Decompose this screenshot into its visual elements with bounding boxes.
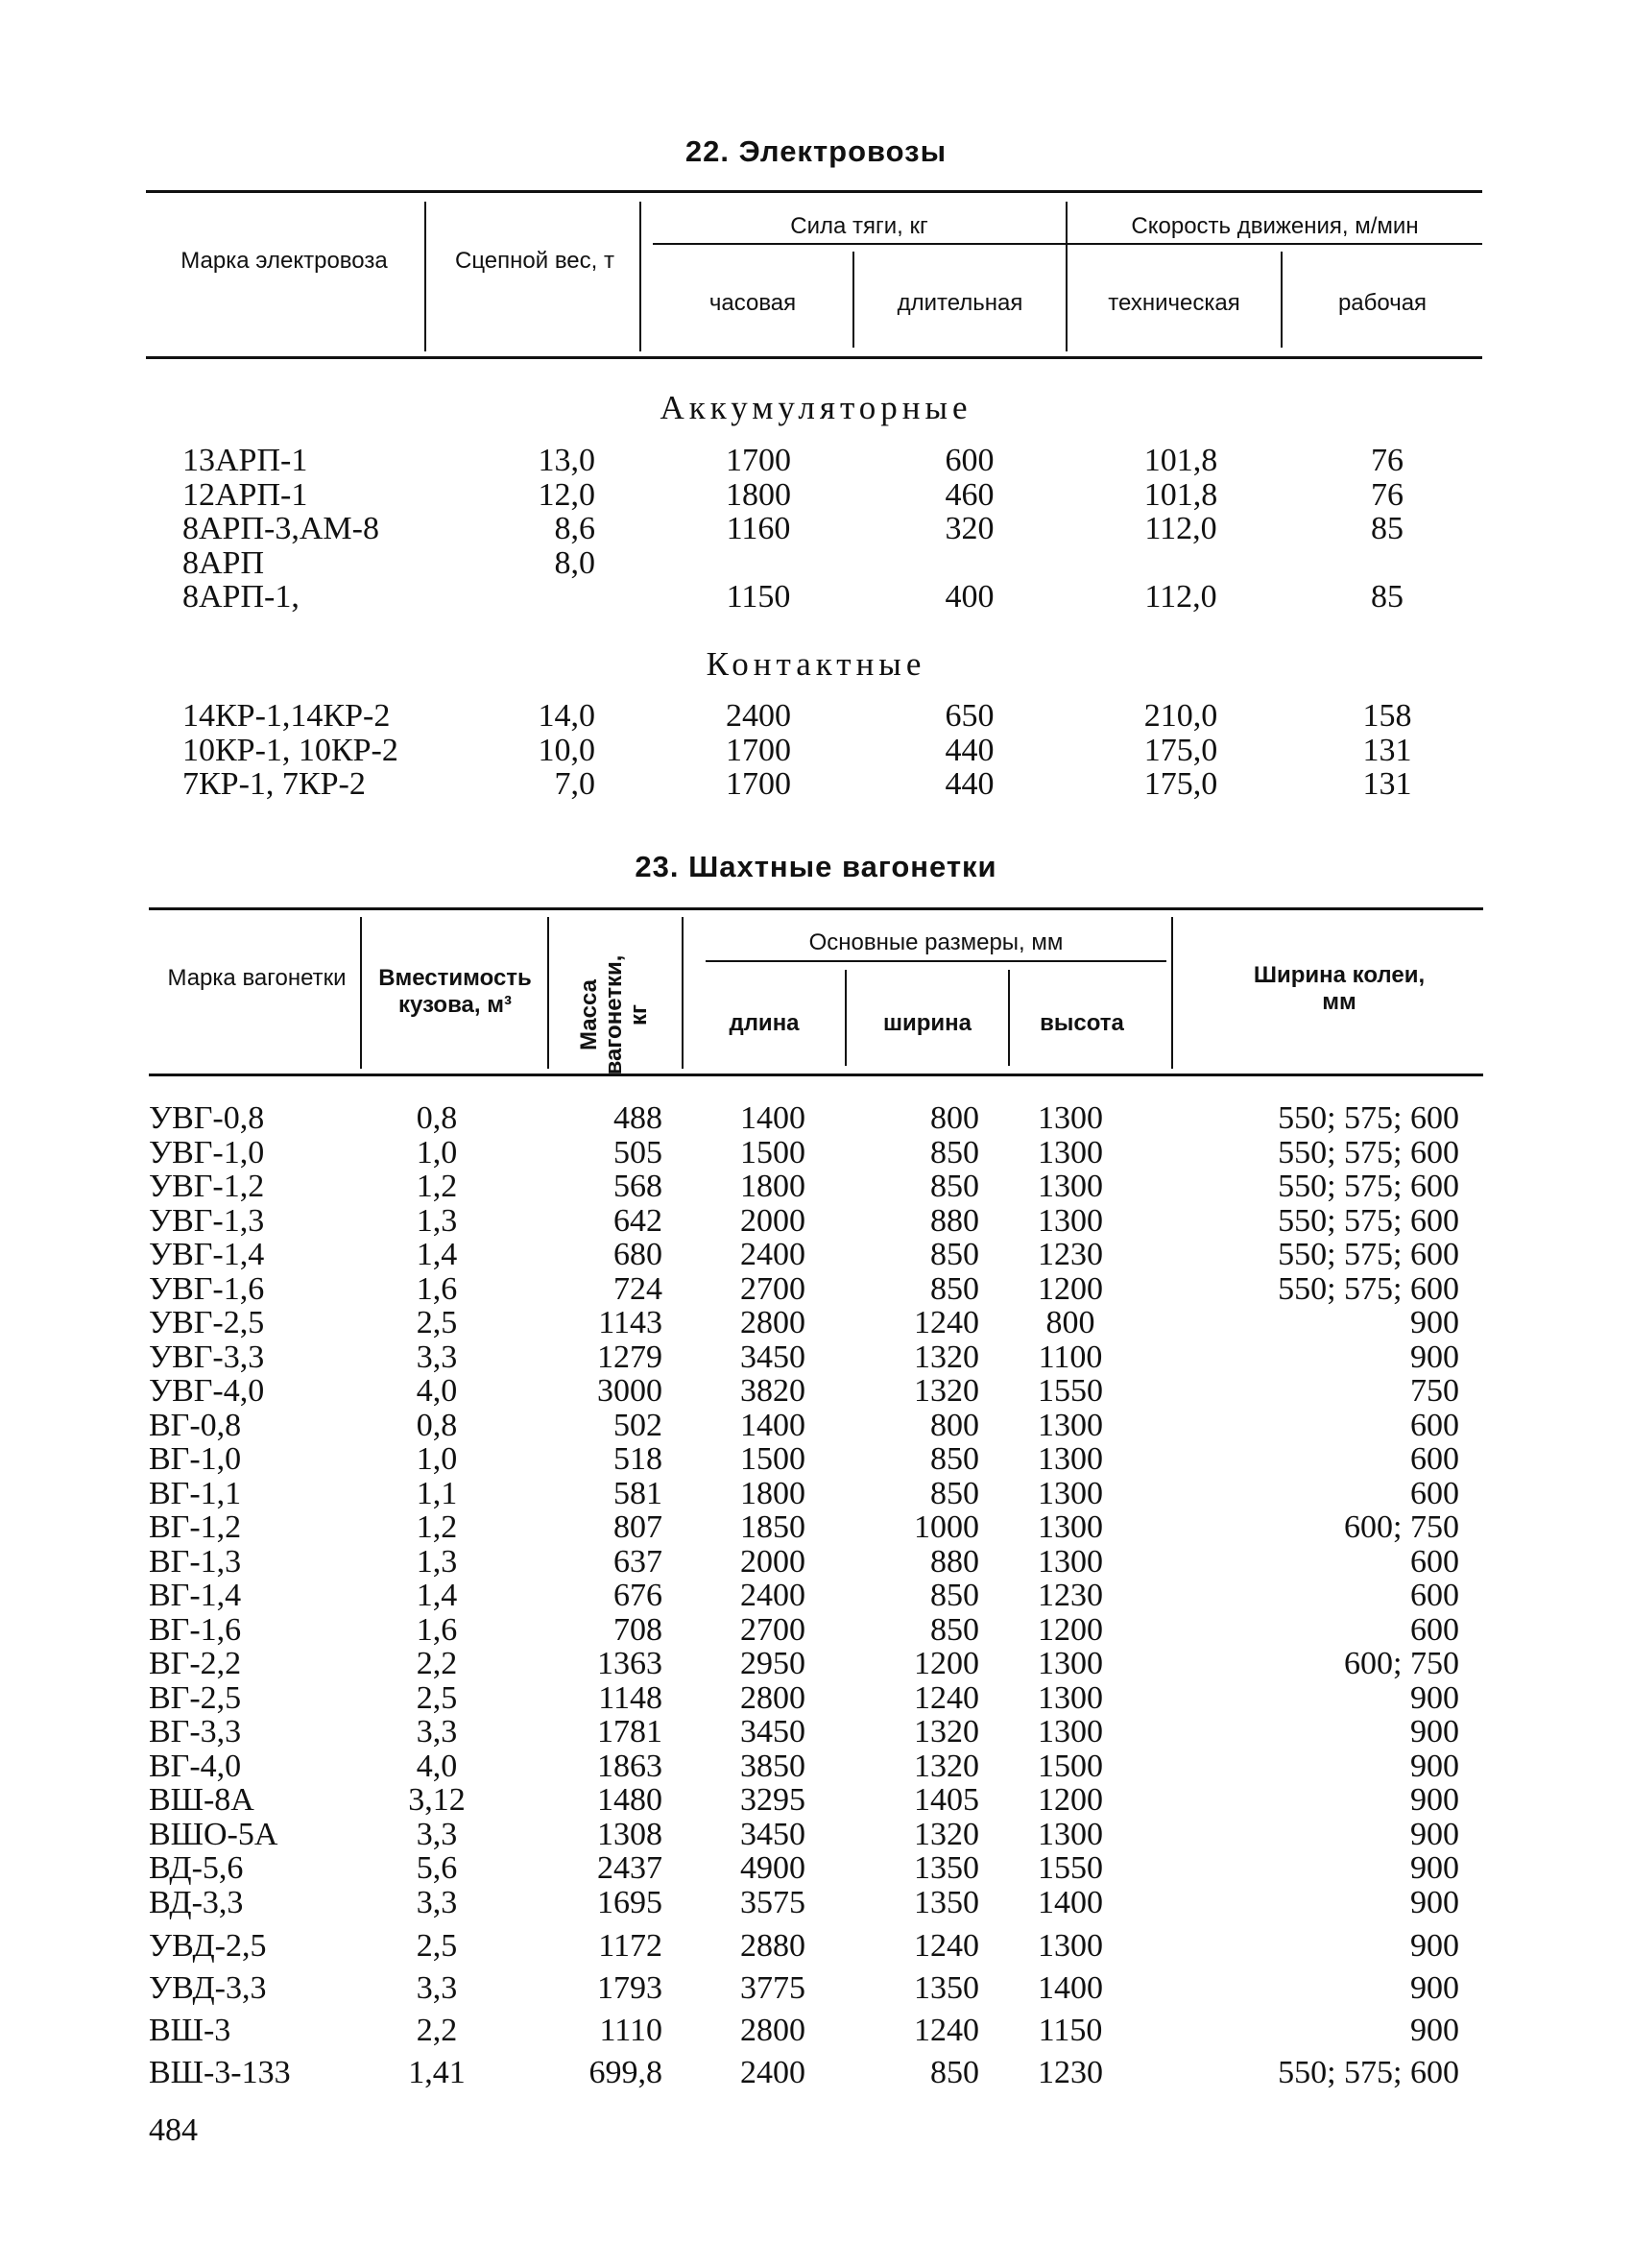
table22-battery-weight bbox=[451, 580, 595, 615]
table23-cell-length: 1800 bbox=[740, 1169, 805, 1204]
table23-cell-gauge: 900 bbox=[1410, 1928, 1459, 1964]
table23-cell-mass: 699,8 bbox=[588, 2055, 662, 2090]
table22-header-speed: Скорость движения, м/мин bbox=[1131, 213, 1419, 239]
table22-header-force-hourly: часовая bbox=[708, 290, 797, 316]
table22-contact-work: 131 bbox=[1362, 766, 1412, 802]
table22-battery-col-long bbox=[874, 444, 1066, 615]
table22-battery-tech: 112,0 bbox=[1144, 579, 1217, 615]
table22-battery-model: 8АРП-1, bbox=[182, 579, 300, 615]
table23-cell-capacity: 2,2 bbox=[416, 1646, 458, 1681]
table23-cell-capacity: 1,0 bbox=[416, 1441, 458, 1477]
table22-battery-hourly: 1800 bbox=[726, 476, 791, 513]
table23-cell-model: ВГ-1,1 bbox=[149, 1475, 242, 1511]
table23-cell-gauge: 900 bbox=[1410, 1782, 1459, 1818]
table23-cell-mass: 581 bbox=[613, 1475, 662, 1511]
table23-cell-mass: 505 bbox=[613, 1134, 662, 1170]
table23-cell-capacity: 3,3 bbox=[416, 1339, 458, 1375]
table23-cell-length: 2400 bbox=[740, 1578, 805, 1613]
table23-cell-mass: 1781 bbox=[597, 1714, 662, 1749]
table23-cell-model: УВГ-0,8 bbox=[149, 1100, 265, 1136]
table23-cell-model: ВГ-4,0 bbox=[149, 1748, 242, 1784]
table23-vline-4 bbox=[1171, 917, 1173, 1069]
table22-battery-tech bbox=[1085, 546, 1277, 581]
table22-contact-tech: 175,0 bbox=[1143, 732, 1218, 768]
table22-contact-col-work bbox=[1296, 699, 1478, 802]
table23-cell-length: 4900 bbox=[740, 1850, 805, 1886]
table23-cell-mass: 488 bbox=[613, 1100, 662, 1136]
table23-cell-width: 850 bbox=[930, 1270, 979, 1307]
table23-cell-gauge: 900 bbox=[1410, 1305, 1459, 1340]
table23-cell-length: 3450 bbox=[740, 1816, 805, 1852]
table23-cell-height: 1400 bbox=[1038, 1970, 1103, 2006]
table23-cell-length: 2800 bbox=[740, 2013, 805, 2048]
table22-battery-tech: 101,8 bbox=[1143, 476, 1218, 513]
table23-cell-model: ВД-5,6 bbox=[149, 1850, 244, 1886]
table23-cell-width: 1240 bbox=[914, 2013, 979, 2048]
table23-cell-capacity: 1,2 bbox=[416, 1169, 458, 1204]
table23-cell-capacity: 4,0 bbox=[416, 1748, 458, 1784]
table23-cell-capacity: 1,4 bbox=[416, 1237, 458, 1272]
table23-cell-height: 1300 bbox=[1038, 1407, 1103, 1443]
table23-cell-mass: 2437 bbox=[597, 1850, 662, 1886]
table22-battery-col-work bbox=[1296, 444, 1478, 615]
table23-cell-height: 1230 bbox=[1038, 1578, 1103, 1613]
table22-vline-1 bbox=[424, 202, 426, 351]
table23-cell-gauge: 900 bbox=[1410, 1339, 1459, 1375]
table22-contact-work: 158 bbox=[1362, 698, 1412, 734]
table23-cell-gauge: 550; 575; 600 bbox=[1278, 1202, 1459, 1239]
table22-contact-col-long bbox=[874, 699, 1066, 802]
table23-cell-height: 1300 bbox=[1038, 1646, 1103, 1681]
table23-cell-width: 1320 bbox=[914, 1748, 979, 1784]
table23-cell-capacity: 3,3 bbox=[416, 1884, 458, 1920]
table22-battery-model: 8АРП-3,АМ-8 bbox=[182, 511, 379, 546]
table23-cell-height: 1200 bbox=[1038, 1270, 1103, 1307]
table23-cell-gauge: 550; 575; 600 bbox=[1278, 1169, 1459, 1204]
table23-cell-length: 2700 bbox=[740, 1270, 805, 1307]
table23-cell-width: 800 bbox=[930, 1100, 979, 1136]
table23-cell-width: 850 bbox=[930, 1441, 979, 1477]
table23-cell-mass: 3000 bbox=[597, 1373, 662, 1409]
table23-cell-width: 850 bbox=[930, 1237, 979, 1272]
table23-cell-height: 1300 bbox=[1038, 1441, 1103, 1477]
table23-cell-model: ВГ-1,2 bbox=[149, 1509, 242, 1545]
table23-cell-capacity: 2,5 bbox=[416, 1928, 458, 1964]
table22-title: 22. Электровозы bbox=[684, 134, 948, 168]
table23-cell-capacity: 3,3 bbox=[416, 1816, 458, 1852]
table23-cell-height: 1230 bbox=[1038, 2055, 1103, 2090]
table22-battery-model: 13АРП-1 bbox=[182, 443, 308, 478]
table23-cell-capacity: 2,2 bbox=[416, 2013, 458, 2048]
table23-cell-width: 1240 bbox=[914, 1679, 979, 1716]
table23-cell-model: ВГ-1,6 bbox=[149, 1611, 242, 1648]
table23-cell-mass: 1863 bbox=[597, 1748, 662, 1784]
table22-battery-col-hourly bbox=[662, 444, 854, 615]
table22-header-model: Марка электровоза bbox=[180, 248, 388, 274]
table23-cell-height: 800 bbox=[1045, 1305, 1095, 1340]
table23-cell-length: 1500 bbox=[740, 1441, 805, 1477]
table23-cell-length: 1400 bbox=[740, 1407, 805, 1443]
table23-cell-mass: 1695 bbox=[597, 1884, 662, 1920]
table23-cell-model: ВГ-0,8 bbox=[149, 1407, 242, 1443]
table23-cell-capacity: 3,3 bbox=[416, 1714, 458, 1749]
table23-cell-gauge: 900 bbox=[1410, 1970, 1459, 2006]
table23-cell-model: ВШО-5А bbox=[149, 1816, 278, 1852]
table23-cell-model: ВГ-2,2 bbox=[149, 1646, 242, 1681]
table23-cell-gauge: 600 bbox=[1410, 1578, 1459, 1613]
table22-battery-hourly: 1150 bbox=[726, 579, 791, 615]
table23-cell-capacity: 2,5 bbox=[416, 1305, 458, 1340]
table22-contact-weight: 10,0 bbox=[538, 732, 595, 768]
table23-cell-model: УВГ-1,6 bbox=[149, 1270, 265, 1307]
table22-battery-weight: 8,0 bbox=[554, 544, 595, 581]
table23-cell-width: 880 bbox=[930, 1543, 979, 1580]
table23-header-dims: Основные размеры, мм bbox=[808, 929, 1064, 955]
table22-battery-hourly bbox=[662, 546, 854, 581]
table22-header-force: Сила тяги, кг bbox=[790, 213, 928, 239]
table22-contact-long: 440 bbox=[945, 766, 995, 802]
table23-cell-length: 2800 bbox=[740, 1679, 805, 1716]
table22-battery-weight: 12,0 bbox=[538, 476, 595, 513]
table23-cell-length: 1400 bbox=[740, 1100, 805, 1136]
table23-cell-gauge: 600 bbox=[1410, 1475, 1459, 1511]
table23-cell-height: 1200 bbox=[1038, 1782, 1103, 1818]
table22-contact-col-tech bbox=[1085, 699, 1277, 802]
table23-cell-model: УВГ-3,3 bbox=[149, 1339, 265, 1375]
table23-cell-width: 1320 bbox=[914, 1816, 979, 1852]
table22-contact-col-weight bbox=[451, 699, 595, 802]
table22-battery-tech: 101,8 bbox=[1143, 443, 1218, 478]
table23-cell-width: 1405 bbox=[914, 1782, 979, 1818]
table23-cell-capacity: 1,6 bbox=[416, 1611, 458, 1648]
table23-cell-length: 2400 bbox=[740, 1237, 805, 1272]
table22-battery-long bbox=[874, 546, 1066, 581]
table23-header-mass: Масса вагонетки, кг bbox=[576, 954, 652, 1075]
table23-cell-height: 1100 bbox=[1038, 1339, 1103, 1375]
table23-cell-capacity: 5,6 bbox=[416, 1850, 458, 1886]
table23-cell-height: 1300 bbox=[1038, 1509, 1103, 1545]
table23-cell-mass: 1279 bbox=[597, 1339, 662, 1375]
table23-cell-capacity: 3,12 bbox=[408, 1782, 466, 1818]
table23-cell-capacity: 1,6 bbox=[416, 1270, 458, 1307]
table23-vline-2 bbox=[547, 917, 549, 1069]
table22-top-rule bbox=[146, 190, 1482, 193]
table23-dims-subrule bbox=[706, 960, 1166, 962]
table22-battery-work: 85 bbox=[1371, 511, 1404, 546]
page-number: 484 bbox=[149, 2112, 198, 2148]
table23-header-width: ширина bbox=[882, 1010, 972, 1036]
table23-cell-length: 3295 bbox=[740, 1782, 805, 1818]
table23-cell-mass: 1172 bbox=[598, 1928, 662, 1964]
table23-cell-model: УВД-2,5 bbox=[149, 1928, 267, 1964]
table23-cell-capacity: 1,0 bbox=[416, 1134, 458, 1170]
table23-cell-length: 1850 bbox=[740, 1509, 805, 1545]
table22-contact-hourly: 2400 bbox=[726, 698, 791, 734]
table22-contact-long: 440 bbox=[945, 732, 995, 768]
table23-cell-width: 1350 bbox=[914, 1884, 979, 1920]
table22-contact-work: 131 bbox=[1362, 732, 1412, 768]
table23-cell-height: 1550 bbox=[1038, 1373, 1103, 1409]
table23-cell-mass: 568 bbox=[613, 1169, 662, 1204]
table22-contact-long: 650 bbox=[945, 698, 995, 734]
table23-cell-height: 1300 bbox=[1038, 1928, 1103, 1964]
table23-cell-model: ВГ-3,3 bbox=[149, 1714, 242, 1749]
table23-cell-gauge: 750 bbox=[1410, 1373, 1459, 1409]
table23-vline-1 bbox=[360, 917, 362, 1069]
table23-cell-gauge: 550; 575; 600 bbox=[1278, 1237, 1459, 1272]
table23-cell-capacity: 1,41 bbox=[408, 2055, 466, 2090]
table23-cell-height: 1400 bbox=[1038, 1884, 1103, 1920]
table22-battery-col-weight bbox=[451, 444, 595, 615]
table23-cell-height: 1550 bbox=[1038, 1850, 1103, 1886]
table23-header-bottom-rule bbox=[149, 1074, 1483, 1076]
table23-cell-gauge: 550; 575; 600 bbox=[1278, 1134, 1459, 1170]
table23-header-capacity: Вместимость кузова, м³ bbox=[378, 965, 532, 1018]
table23-cell-gauge: 900 bbox=[1410, 1884, 1459, 1920]
table23-cell-length: 3820 bbox=[740, 1373, 805, 1409]
table22-battery-work: 76 bbox=[1371, 476, 1404, 513]
table22-contact-model: 7КР-1, 7КР-2 bbox=[182, 766, 366, 802]
table22-battery-work: 85 bbox=[1371, 579, 1404, 615]
table23-cell-height: 1300 bbox=[1038, 1679, 1103, 1716]
table22-battery-long: 320 bbox=[945, 511, 995, 546]
table22-header-speed-work: рабочая bbox=[1337, 290, 1428, 316]
table23-cell-length: 2700 bbox=[740, 1611, 805, 1648]
table23-cell-width: 1000 bbox=[914, 1509, 979, 1545]
table22-contact-model: 14КР-1,14КР-2 bbox=[182, 698, 391, 734]
table23-cell-length: 2800 bbox=[740, 1305, 805, 1340]
table22-force-subrule bbox=[653, 243, 1066, 245]
table23-cell-height: 1300 bbox=[1038, 1714, 1103, 1749]
table23-cell-height: 1300 bbox=[1038, 1543, 1103, 1580]
table23-cell-length: 3775 bbox=[740, 1970, 805, 2006]
table23-cell-gauge: 600 bbox=[1410, 1441, 1459, 1477]
table23-cell-model: ВГ-1,4 bbox=[149, 1578, 242, 1613]
table23-cell-capacity: 1,1 bbox=[416, 1475, 458, 1511]
table23-cell-width: 850 bbox=[930, 1475, 979, 1511]
table23-cell-height: 1500 bbox=[1038, 1748, 1103, 1784]
table22-header-weight: Сцепной вес, т bbox=[455, 248, 614, 274]
table23-cell-mass: 1148 bbox=[598, 1679, 662, 1716]
table23-cell-width: 1350 bbox=[914, 1850, 979, 1886]
table23-cell-length: 2000 bbox=[740, 1202, 805, 1239]
table23-cell-width: 1240 bbox=[914, 1305, 979, 1340]
table23-cell-length: 1500 bbox=[740, 1134, 805, 1170]
table23-cell-capacity: 0,8 bbox=[416, 1407, 458, 1443]
table23-cell-gauge: 600 bbox=[1410, 1611, 1459, 1648]
table23-cell-length: 3850 bbox=[740, 1748, 805, 1784]
table23-cell-width: 880 bbox=[930, 1202, 979, 1239]
table23-cell-capacity: 1,3 bbox=[416, 1202, 458, 1239]
table23-cell-height: 1300 bbox=[1038, 1475, 1103, 1511]
table22-contact-tech: 210,0 bbox=[1143, 698, 1218, 734]
table23-cell-length: 3575 bbox=[740, 1884, 805, 1920]
table23-cell-gauge: 600; 750 bbox=[1344, 1646, 1459, 1681]
table23-cell-capacity: 4,0 bbox=[416, 1373, 458, 1409]
table23-cell-model: ВГ-1,0 bbox=[149, 1441, 242, 1477]
table23-cell-gauge: 900 bbox=[1410, 1714, 1459, 1749]
table22-battery-work bbox=[1296, 546, 1478, 581]
table23-cell-gauge: 550; 575; 600 bbox=[1278, 1100, 1459, 1136]
table22-battery-weight: 13,0 bbox=[538, 443, 595, 478]
table23-cell-length: 2000 bbox=[740, 1543, 805, 1580]
table23-cell-width: 800 bbox=[930, 1407, 979, 1443]
table23-cell-model: ВГ-2,5 bbox=[149, 1679, 242, 1716]
table22-battery-long: 400 bbox=[945, 579, 995, 615]
table23-cell-model: ВШ-3 bbox=[149, 2013, 231, 2048]
table23-cell-length: 2880 bbox=[740, 1928, 805, 1964]
table23-cell-width: 1350 bbox=[914, 1970, 979, 2006]
table23-cell-width: 850 bbox=[930, 1611, 979, 1648]
table23-cell-model: ВШ-8А bbox=[149, 1782, 254, 1818]
table22-speed-subrule bbox=[1068, 243, 1482, 245]
table23-cell-gauge: 600 bbox=[1410, 1407, 1459, 1443]
table23-cell-length: 2400 bbox=[740, 2055, 805, 2090]
table23-cell-gauge: 550; 575; 600 bbox=[1278, 1270, 1459, 1307]
table23-cell-mass: 1308 bbox=[597, 1816, 662, 1852]
table22-contact-model: 10КР-1, 10КР-2 bbox=[182, 732, 398, 768]
table22-contact-hourly: 1700 bbox=[726, 766, 791, 802]
table23-cell-length: 2950 bbox=[740, 1646, 805, 1681]
table23-cell-height: 1300 bbox=[1038, 1202, 1103, 1239]
table23-cell-mass: 1110 bbox=[599, 2013, 662, 2048]
table22-contact-hourly: 1700 bbox=[726, 732, 791, 768]
table23-cell-gauge: 550; 575; 600 bbox=[1278, 2055, 1459, 2090]
table23-cell-mass: 1793 bbox=[597, 1970, 662, 2006]
table23-cell-capacity: 1,2 bbox=[416, 1509, 458, 1545]
table23-cell-model: УВГ-1,0 bbox=[149, 1134, 265, 1170]
table23-cell-width: 1320 bbox=[914, 1373, 979, 1409]
table23-header-gauge: Ширина колеи, мм bbox=[1253, 962, 1426, 1015]
table23-cell-capacity: 0,8 bbox=[416, 1100, 458, 1136]
table23-cell-model: УВГ-1,2 bbox=[149, 1169, 265, 1204]
table22-battery-model: 8АРП bbox=[182, 544, 265, 581]
table22-battery-work: 76 bbox=[1371, 443, 1404, 478]
table23-cell-gauge: 900 bbox=[1410, 2013, 1459, 2048]
table23-cell-height: 1230 bbox=[1038, 1237, 1103, 1272]
table23-cell-mass: 676 bbox=[613, 1578, 662, 1613]
table23-cell-width: 850 bbox=[930, 1134, 979, 1170]
table22-battery-tech: 112,0 bbox=[1144, 511, 1217, 546]
table22-vline-2 bbox=[639, 202, 641, 351]
table22-battery-hourly: 1700 bbox=[726, 443, 791, 478]
table22-battery-hourly: 1160 bbox=[726, 511, 791, 546]
table23-cell-mass: 642 bbox=[613, 1202, 662, 1239]
table23-cell-width: 1320 bbox=[914, 1339, 979, 1375]
table23-cell-height: 1300 bbox=[1038, 1169, 1103, 1204]
table23-cell-mass: 708 bbox=[613, 1611, 662, 1648]
table23-cell-height: 1300 bbox=[1038, 1134, 1103, 1170]
table23-cell-model: ВШ-3-133 bbox=[149, 2055, 291, 2090]
table23-cell-mass: 1143 bbox=[598, 1305, 662, 1340]
table23-cell-height: 1300 bbox=[1038, 1100, 1103, 1136]
table23-cell-height: 1300 bbox=[1038, 1816, 1103, 1852]
table23-cell-model: УВГ-1,3 bbox=[149, 1202, 265, 1239]
table23-top-rule bbox=[149, 907, 1483, 910]
table22-header-bottom-rule bbox=[146, 356, 1482, 359]
table23-cell-capacity: 3,3 bbox=[416, 1970, 458, 2006]
table23-cell-mass: 518 bbox=[613, 1441, 662, 1477]
table23-cell-width: 1240 bbox=[914, 1928, 979, 1964]
table23-cell-length: 3450 bbox=[740, 1339, 805, 1375]
table23-cell-width: 1200 bbox=[914, 1646, 979, 1681]
table22-contact-tech: 175,0 bbox=[1143, 766, 1218, 802]
table23-cell-height: 1150 bbox=[1038, 2013, 1103, 2048]
table22-contact-col-model bbox=[182, 699, 451, 802]
table23-cell-mass: 807 bbox=[613, 1509, 662, 1545]
table23-header-length: длина bbox=[729, 1010, 800, 1036]
table23-cell-mass: 724 bbox=[613, 1270, 662, 1307]
table23-cell-length: 3450 bbox=[740, 1714, 805, 1749]
table23-header-model: Марка вагонетки bbox=[167, 965, 347, 991]
table23-cell-width: 850 bbox=[930, 1169, 979, 1204]
table23-cell-width: 850 bbox=[930, 2055, 979, 2090]
table23-title: 23. Шахтные вагонетки bbox=[635, 850, 997, 883]
table22-contact-weight: 14,0 bbox=[538, 698, 595, 734]
table23-cell-capacity: 2,5 bbox=[416, 1679, 458, 1716]
table22-header-speed-tech: техническая bbox=[1108, 290, 1240, 316]
table23-cell-mass: 502 bbox=[613, 1407, 662, 1443]
table22-battery-long: 460 bbox=[945, 476, 995, 513]
table23-cell-height: 1200 bbox=[1038, 1611, 1103, 1648]
table23-cell-model: УВД-3,3 bbox=[149, 1970, 267, 2006]
table23-header-height: высота bbox=[1040, 1010, 1124, 1036]
table22-battery-col-model bbox=[182, 444, 432, 615]
table23-vline-3 bbox=[682, 917, 684, 1069]
table23-cell-model: УВГ-4,0 bbox=[149, 1373, 265, 1409]
table22-battery-weight: 8,6 bbox=[554, 511, 595, 546]
table23-cell-capacity: 1,3 bbox=[416, 1543, 458, 1580]
table23-cell-width: 1320 bbox=[914, 1714, 979, 1749]
table23-cell-gauge: 900 bbox=[1410, 1748, 1459, 1784]
table23-cell-model: ВГ-1,3 bbox=[149, 1543, 242, 1580]
table23-cell-model: УВГ-1,4 bbox=[149, 1237, 265, 1272]
table22-contact-weight: 7,0 bbox=[554, 766, 595, 802]
table23-cell-mass: 637 bbox=[613, 1543, 662, 1580]
table23-cell-model: ВД-3,3 bbox=[149, 1884, 244, 1920]
table23-cell-mass: 1363 bbox=[597, 1646, 662, 1681]
table22-battery-model: 12АРП-1 bbox=[182, 476, 308, 513]
table23-cell-gauge: 900 bbox=[1410, 1679, 1459, 1716]
table23-cell-mass: 1480 bbox=[597, 1782, 662, 1818]
table23-cell-length: 1800 bbox=[740, 1475, 805, 1511]
table22-contact-col-hourly bbox=[662, 699, 854, 802]
table23-cell-gauge: 900 bbox=[1410, 1816, 1459, 1852]
table23-cell-gauge: 600 bbox=[1410, 1543, 1459, 1580]
table23-cell-gauge: 900 bbox=[1410, 1850, 1459, 1886]
table23-cell-capacity: 1,4 bbox=[416, 1578, 458, 1613]
table23-cell-gauge: 600; 750 bbox=[1344, 1509, 1459, 1545]
table23-cell-model: УВГ-2,5 bbox=[149, 1305, 265, 1340]
table22-section-battery: Аккумуляторные bbox=[660, 389, 972, 426]
table22-battery-long: 600 bbox=[945, 443, 995, 478]
table22-section-contact: Контактные bbox=[706, 645, 926, 683]
table22-battery-col-tech bbox=[1085, 444, 1277, 615]
table22-header-force-long: длительная bbox=[897, 290, 1023, 316]
table23-cell-width: 850 bbox=[930, 1578, 979, 1613]
table23-cell-mass: 680 bbox=[613, 1237, 662, 1272]
